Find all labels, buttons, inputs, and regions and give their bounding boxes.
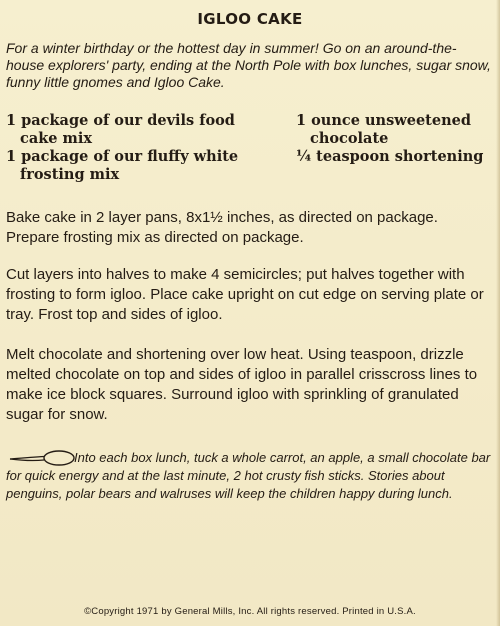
- ingredient-frosting-mix: 1 package of our fluffy white frosting mix: [6, 148, 239, 183]
- step-bake: Bake cake in 2 layer pans, 8x1½ inches, as directed on package. Prepare frosting mix as directed on package.: [6, 209, 438, 246]
- ingredients-list-left: [6, 112, 266, 184]
- step-decorate: Melt chocolate and shortening over low heat. Using teaspoon, drizzle melted chocolate on top and sides of igloo in parallel crisscross lines to make ice block squares. Surround igloo with sprinkling of granulated sugar for snow.: [6, 346, 478, 423]
- ingredient-chocolate: 1 ounce unsweetened chocolate: [296, 112, 472, 147]
- card-edge-shadow: [496, 0, 500, 626]
- ingredient-shortening: ¼ teaspoon shortening: [296, 148, 484, 165]
- step-assemble: Cut layers into halves to make 4 semicircles; put halves together with frosting to form igloo. Place cake upright on cut edge on serving plate or tray. Frost top and sides of igloo.: [6, 266, 484, 323]
- recipe-title: IGLOO CAKE: [197, 10, 303, 28]
- tip-text: Into each box lunch, tuck a whole carrot, an apple, a small chocolate bar for quick energy and at the last minute, 2 hot crusty fish sticks. Stories about penguins, polar bears and walruses will keep the children happy during lunch.: [6, 450, 491, 501]
- recipe-intro: For a winter birthday or the hottest day in summer! Go on an around-the-house explorers' party, ending at the North Pole with box lunches, sugar snow, funny little gnomes and Igloo Cake.: [6, 40, 491, 90]
- ingredient-cake-mix: 1 package of our devils food cake mix: [6, 112, 235, 147]
- copyright-notice: ©Copyright 1971 by General Mills, Inc. All rights reserved. Printed in U.S.A.: [84, 606, 416, 617]
- ingredients-list-right: [296, 112, 496, 166]
